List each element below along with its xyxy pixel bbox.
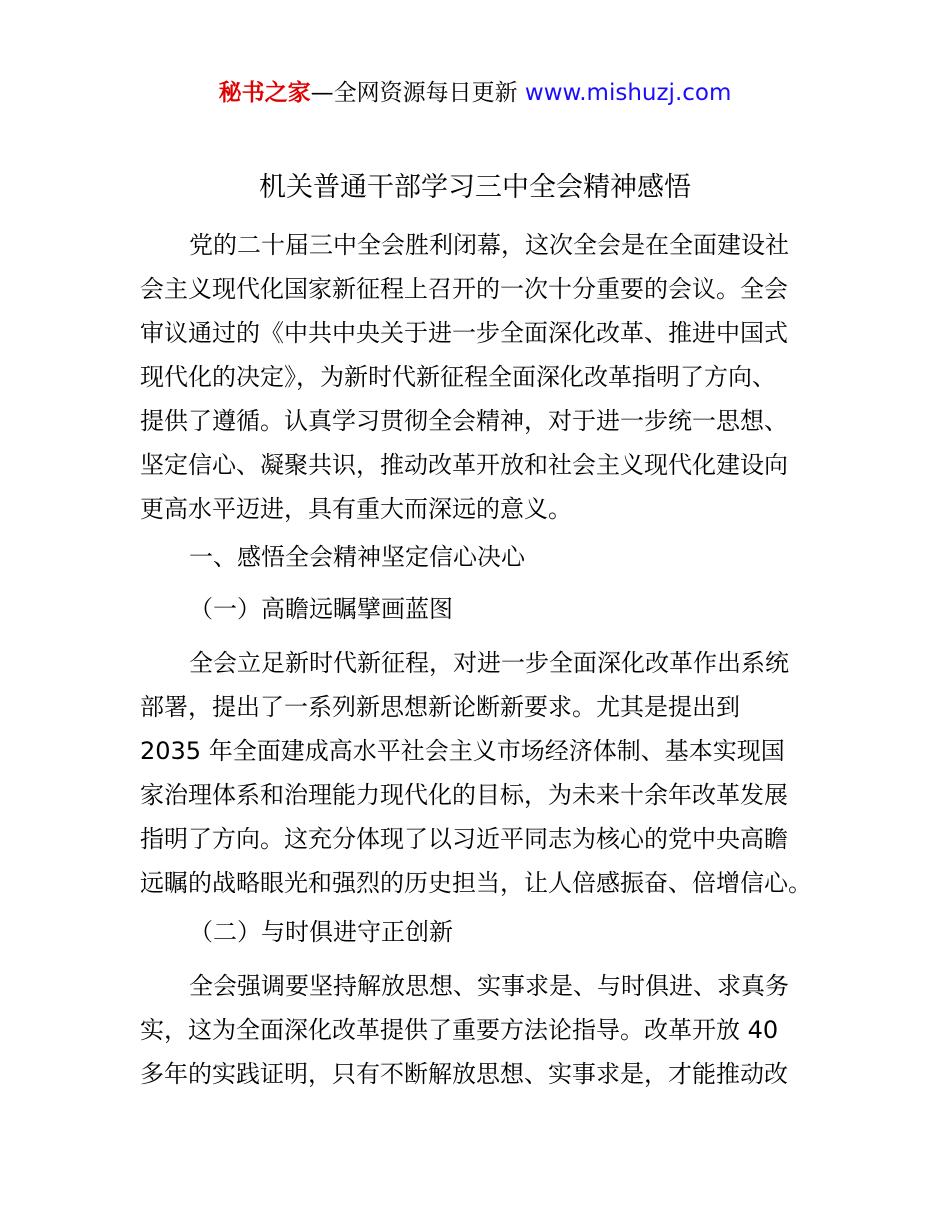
brand-name: 秘书之家 <box>218 80 311 106</box>
paragraph-line: 现代化的决定》，为新时代新征程全面深化改革指明了方向、 <box>140 363 776 391</box>
paragraph-line: 指明了方向。这充分体现了以习近平同志为核心的党中央高瞻 <box>140 825 788 853</box>
header-tagline: —全网资源每日更新 <box>310 80 525 106</box>
paragraph-blueprint <box>140 641 820 905</box>
paragraph-line: 部署，提出了一系列新思想新论断新要求。尤其是提出到 <box>140 693 740 721</box>
paragraph-line: 更高水平迈进，具有重大而深远的意义。 <box>140 495 572 523</box>
subsection-heading <box>140 910 820 954</box>
paragraph-line: 家治理体系和治理能力现代化的目标，为未来十余年改革发展 <box>140 781 788 809</box>
paragraph-line: 坚定信心、凝聚共识，推动改革开放和社会主义现代化建设向 <box>140 451 788 479</box>
section-heading <box>140 535 820 579</box>
paragraph-line: 实，这为全面深化改革提供了重要方法论指导。改革开放 40 <box>140 1016 779 1044</box>
site-link[interactable]: www.mishuzj.com <box>524 80 732 106</box>
paragraph-innovation <box>140 964 820 1096</box>
paragraph-line: 会主义现代化国家新征程上召开的一次十分重要的会议。全会 <box>140 275 788 303</box>
subsection-heading <box>140 587 820 631</box>
subsection-heading-text: （二）与时俱进守正创新 <box>189 918 453 946</box>
site-header <box>0 77 950 109</box>
paragraph-line: 全会立足新时代新征程，对进一步全面深化改革作出系统 <box>189 649 789 677</box>
document-title: 机关普通干部学习三中全会精神感悟 <box>259 172 691 203</box>
paragraph-line: 审议通过的《中共中央关于进一步全面深化改革、推进中国式 <box>140 319 788 347</box>
section-heading-text: 一、感悟全会精神坚定信心决心 <box>189 543 525 571</box>
paragraph-intro <box>140 223 820 531</box>
paragraph-line: 远瞩的战略眼光和强烈的历史担当，让人倍感振奋、倍增信心。 <box>140 869 812 897</box>
paragraph-line: 提供了遵循。认真学习贯彻全会精神，对于进一步统一思想、 <box>140 407 788 435</box>
paragraph-line: 多年的实践证明，只有不断解放思想、实事求是，才能推动改 <box>140 1060 788 1088</box>
paragraph-line: 党的二十届三中全会胜利闭幕，这次全会是在全面建设社 <box>189 231 789 259</box>
subsection-heading-text: （一）高瞻远瞩擘画蓝图 <box>189 595 453 623</box>
paragraph-line: 全会强调要坚持解放思想、实事求是、与时俱进、求真务 <box>189 972 789 1000</box>
paragraph-line: 2035 年全面建成高水平社会主义市场经济体制、基本实现国 <box>140 737 785 765</box>
